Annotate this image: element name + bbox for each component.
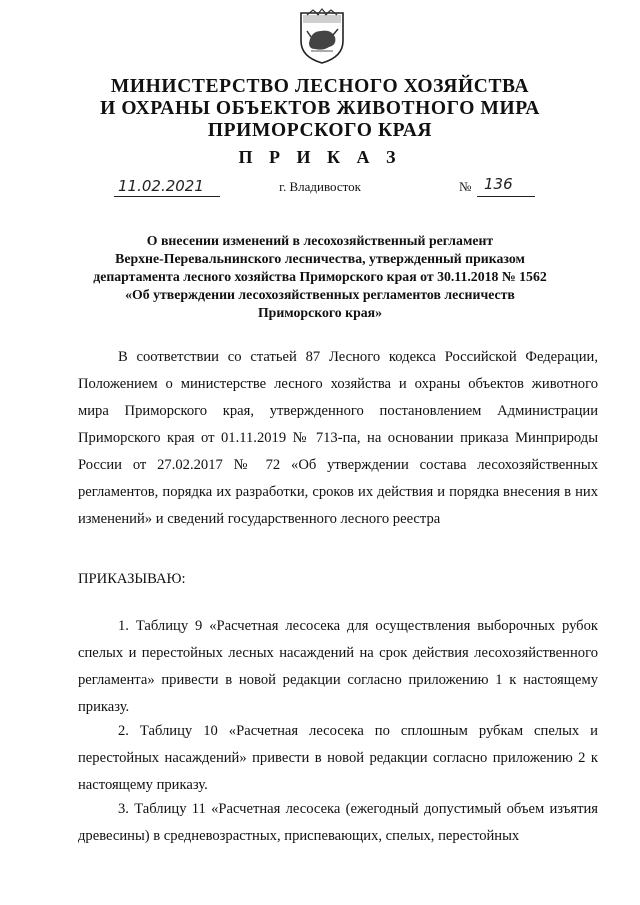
date-underline [114, 196, 220, 197]
order-item-1: 1. Таблицу 9 «Расчетная лесосека для осуществления выборочных рубок спелых и перестойных лесных насаждений на срок действия лесохозяйственного регламента» привести в новой редакции согласно приложению 1 к настоящему приказу. [78, 618, 598, 715]
number-underline [477, 196, 535, 197]
preamble-paragraph: В соответствии со статьей 87 Лесного кодекса Российской Федерации, Положением о министерстве лесного хозяйства и охраны объектов животного мира Приморского края, утвержденного постановлением Администрации Приморского края от 01.11.2019 № 713-па, на основании приказа Минприроды России от 27.02.2017 № 72 «Об утверждении состава лесохозяйственных регламентов, порядка их разработки, сроков их действия и порядка внесения в них изменений» и сведений государственного лесного реестра [78, 349, 598, 527]
ministry-name-line-1: МИНИСТЕРСТВО ЛЕСНОГО ХОЗЯЙСТВА [110, 76, 530, 97]
city-label: г. Владивосток [279, 179, 361, 194]
subject-line: «Об утверждении лесохозяйственных регламентов лесничеств [125, 287, 515, 302]
order-item-3: 3. Таблицу 11 «Расчетная лесосека (ежегодный допустимый объем изъятия древесины) в средневозрастных, приспевающих, спелых, перестойных [78, 801, 598, 844]
order-item-2: 2. Таблицу 10 «Расчетная лесосека по сплошным рубкам спелых и перестойных насаждений» привести в новой редакции согласно приложению 2 к настоящему приказу. [78, 723, 598, 793]
order-date-handwritten: 11.02.2021 [118, 177, 204, 195]
subject-line: О внесении изменений в лесохозяйственный регламент [146, 233, 494, 248]
ministry-name-line-3: ПРИМОРСКОГО КРАЯ [207, 120, 433, 141]
order-number-handwritten: 136 [484, 175, 513, 193]
subject-line: Приморского края» [257, 305, 383, 320]
order-word: ПРИКАЗЫВАЮ: [78, 571, 186, 587]
ministry-name-line-2: И ОХРАНЫ ОБЪЕКТОВ ЖИВОТНОГО МИРА [100, 98, 540, 119]
order-title: П Р И К А З [238, 147, 402, 167]
coat-of-arms-emblem [297, 7, 347, 65]
order-subject [70, 232, 570, 322]
subject-line: департамента лесного хозяйства Приморского края от 30.11.2018 № 1562 [93, 269, 547, 284]
subject-line: Верхне-Перевальнинского лесничества, утвержденный приказом [115, 251, 525, 266]
number-sign: № [459, 179, 472, 194]
